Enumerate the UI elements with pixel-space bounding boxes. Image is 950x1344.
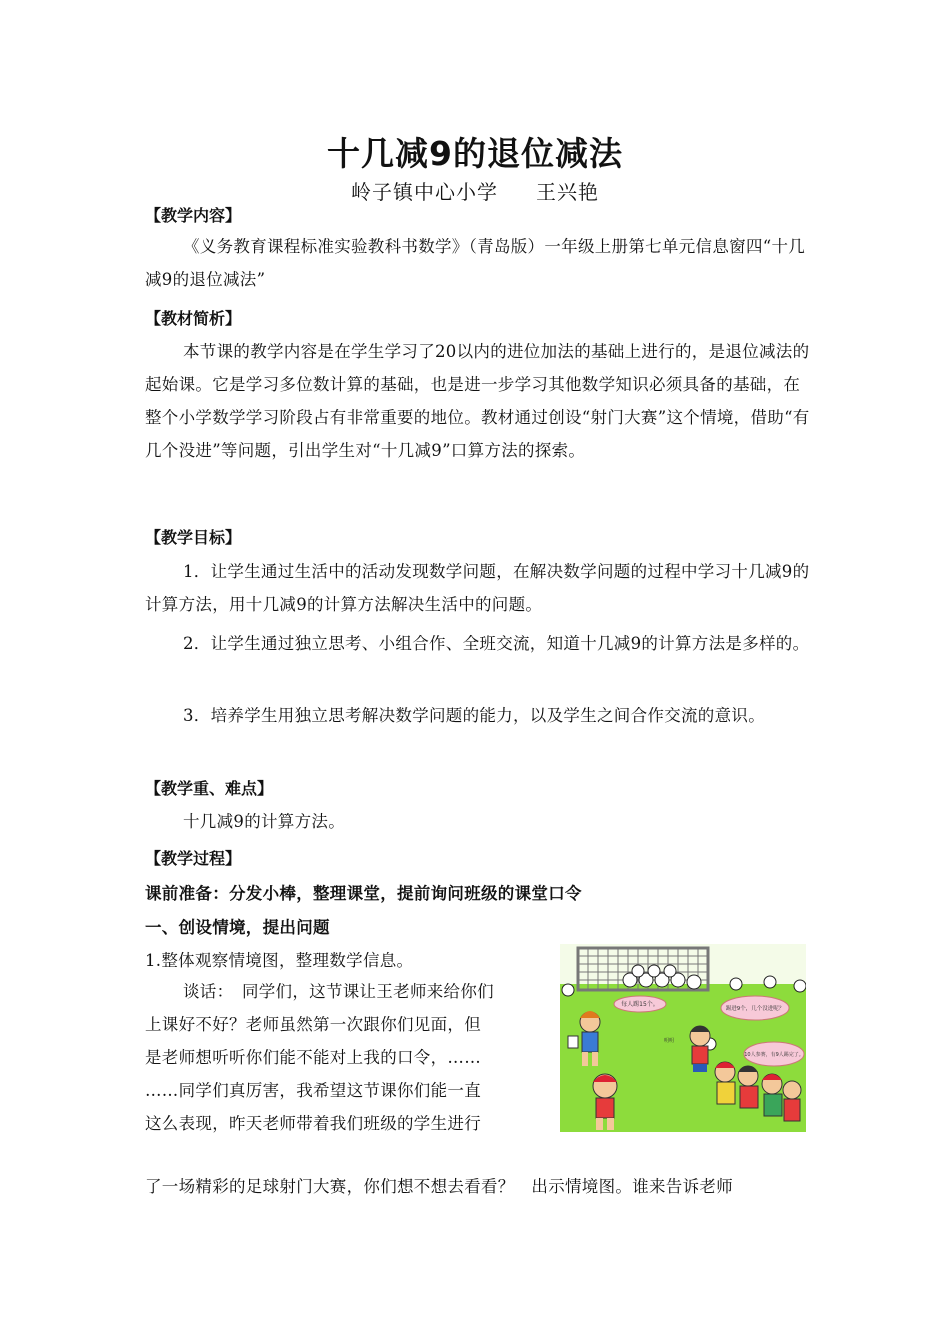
section-heading-goals: 【教学目标】 [145, 528, 242, 547]
section-heading-content: 【教学内容】 [145, 206, 242, 225]
talk-paragraph [145, 975, 550, 1140]
document-title: 十几减9的退位减法 [327, 134, 623, 173]
key-paragraph [145, 805, 810, 838]
goal-3-text: 3．培养学生用独立思考解决数学问题的能力，以及学生之间合作交流的意识。 [183, 706, 765, 725]
key-text: 十几减9的计算方法。 [183, 812, 345, 831]
goal-3 [145, 699, 810, 732]
author-name: 王兴艳 [536, 180, 599, 204]
talk-line-2: 上课好不好？老师虽然第一次跟你们见面，但 [145, 1015, 481, 1034]
talk-line-3: 是老师想听听你们能不能对上我的口令，…… [145, 1048, 481, 1067]
goal-1-text: 1．让学生通过生活中的活动发现数学问题，在解决数学问题的过程中学习十几减9的计算方法，用十几减9的计算方法解决生活中的问题。 [145, 562, 810, 614]
school-name: 岭子镇中心小学 [351, 180, 498, 204]
section-heading-analysis: 【教材简析】 [145, 309, 242, 328]
speech-bubble-1-text: 每人踢15个。 [621, 1001, 659, 1008]
step1-heading: 一、创设情境，提出问题 [145, 918, 330, 937]
talk-line-4: ……同学们真厉害，我希望这节课你们能一直 [145, 1081, 481, 1100]
section-heading-process: 【教学过程】 [145, 849, 242, 868]
talk-line-5: 这么表现，昨天老师带着我们班级的学生进行 [145, 1114, 481, 1133]
character-name-label: 明明 [664, 1038, 675, 1044]
soccer-scene-illustration [560, 944, 806, 1132]
analysis-paragraph [145, 335, 810, 467]
speech-bubble-3-text: 10人参赛，有9人踢完了。 [744, 1052, 804, 1058]
analysis-text: 本节课的教学内容是在学生学习了20以内的进位加法的基础上进行的，是退位减法的起始课。它是学习多位数计算的基础，也是进一步学习其他数学知识必须具备的基础，在整个小学数学学习阶段占有非常重要的地位。教材通过创设“射门大赛”这个情境，借助“有几个没进”等问题，引出学生对“十几减9”口算方法的探索。 [145, 342, 810, 460]
prep-line: 课前准备：分发小棒，整理课堂，提前询问班级的课堂口令 [145, 884, 582, 903]
speech-bubble-2-text: 踢进9个，几个没进呢？ [725, 1006, 785, 1012]
byline [0, 176, 950, 205]
goal-2 [145, 627, 810, 660]
goal-1 [145, 555, 810, 621]
section-heading-key: 【教学重、难点】 [145, 779, 274, 798]
content-text: 《义务教育课程标准实验教科书数学》（青岛版）一年级上册第七单元信息窗四“十几减9的退位减法” [145, 237, 806, 289]
goal-2-text: 2．让学生通过独立思考、小组合作、全班交流，知道十几减9的计算方法是多样的。 [183, 634, 810, 653]
step1-item: 1.整体观察情境图，整理数学信息。 [145, 951, 414, 970]
talk-line-1: 谈话： 同学们，这节课让王老师来给你们 [183, 982, 494, 1001]
content-paragraph [145, 230, 810, 296]
talk-line-6: 了一场精彩的足球射门大赛，你们想不想去看看？ 出示情境图。谁来告诉老师 [145, 1177, 733, 1196]
